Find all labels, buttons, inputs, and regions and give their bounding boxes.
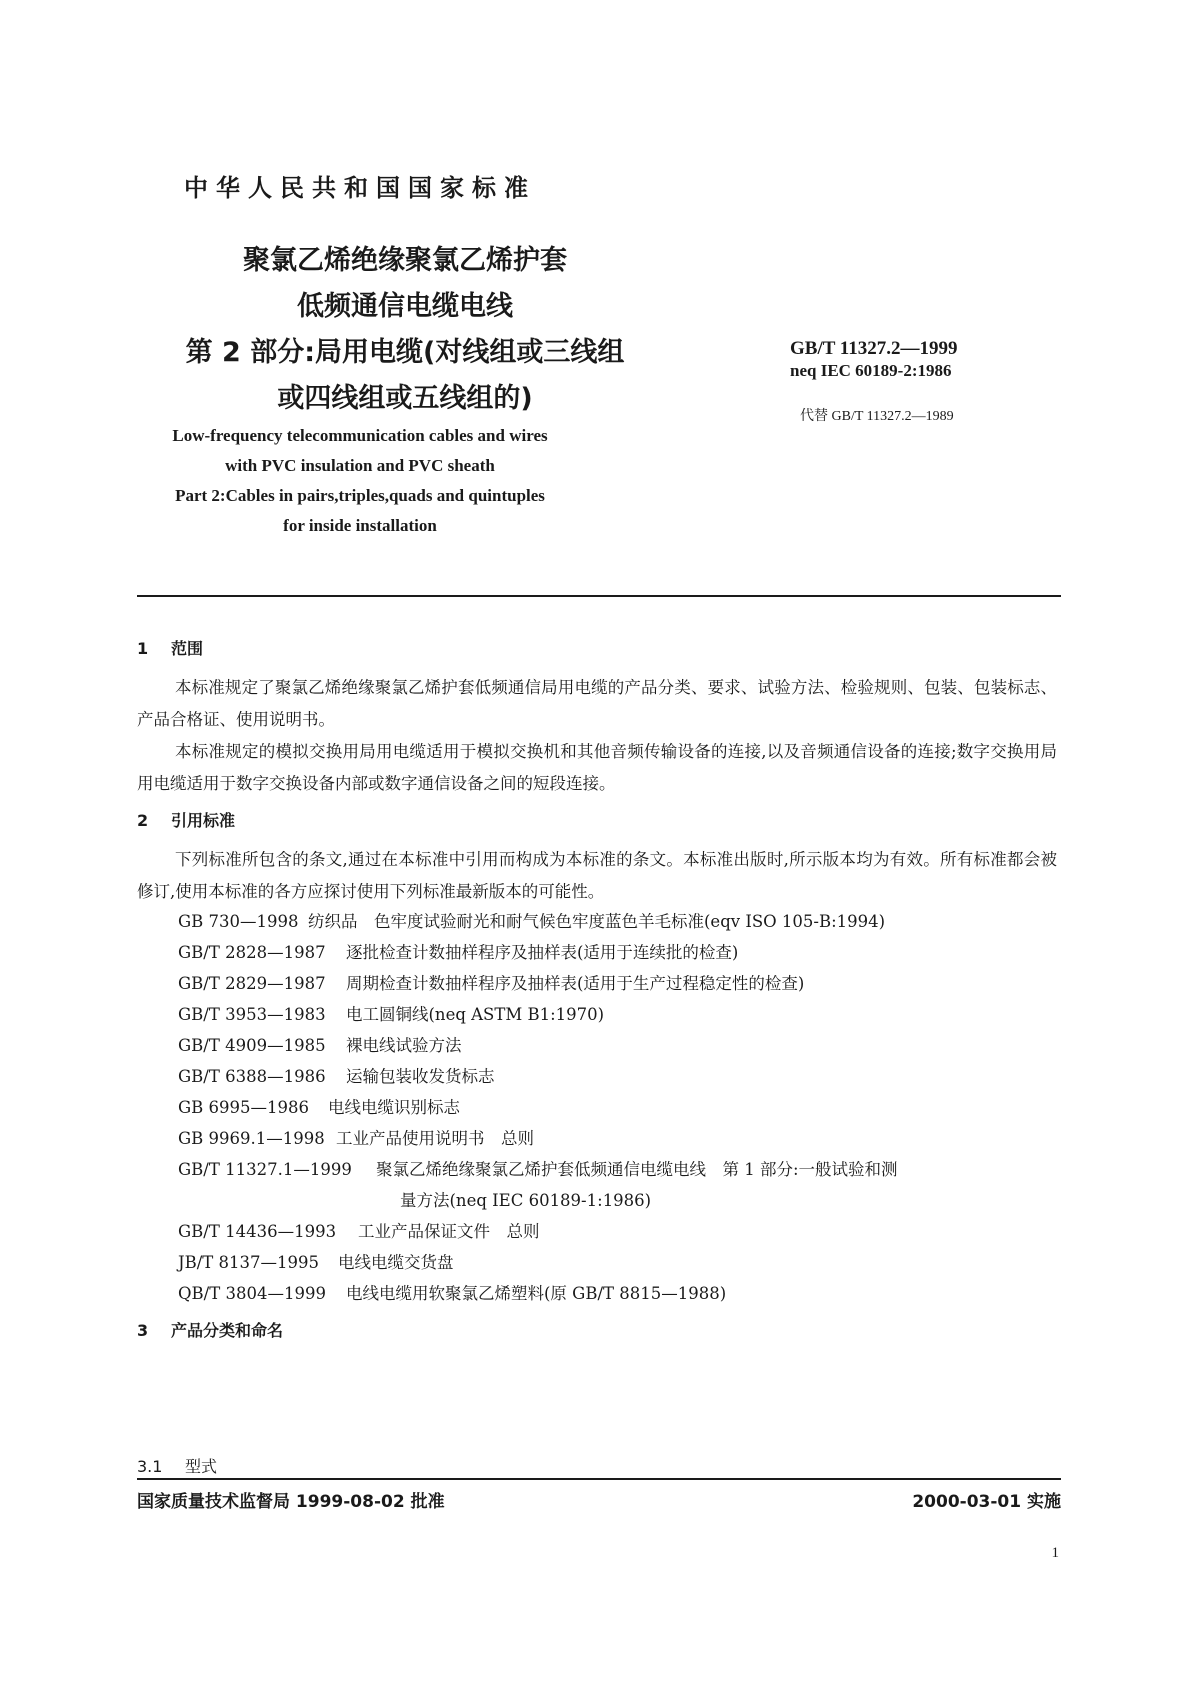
reference-title: 电线电缆交货盘	[338, 1253, 454, 1272]
reference-item	[178, 999, 1058, 1030]
reference-item	[178, 1278, 1058, 1309]
reference-code: GB/T 14436—1993	[178, 1222, 337, 1241]
subsection-number: 3.1	[137, 1457, 163, 1476]
reference-item	[178, 937, 1058, 968]
section-number: 1	[137, 639, 149, 658]
reference-title: 裸电线试验方法	[346, 1036, 462, 1055]
section-3-heading	[137, 1318, 283, 1341]
reference-item	[178, 1216, 1058, 1247]
reference-item	[178, 1123, 1058, 1154]
title-en-line-3: Part 2:Cables in pairs,triples,quads and quintuples	[175, 486, 545, 505]
reference-title: 运输包装收发货标志	[346, 1067, 495, 1086]
reference-item	[178, 906, 1058, 937]
title-cn-line-2: 低频通信电缆电线	[297, 291, 513, 322]
implementation-date: 2000-03-01 实施	[912, 1492, 1061, 1512]
reference-code: QB/T 3804—1999	[178, 1284, 326, 1303]
section-title: 产品分类和命名	[171, 1321, 284, 1340]
standard-code: GB/T 11327.2—1999	[790, 338, 958, 359]
reference-code: GB/T 3953—1983	[178, 1005, 326, 1024]
title-en-line-4: for inside installation	[283, 516, 437, 535]
reference-code: GB 730—1998	[178, 912, 299, 931]
section-1-paragraph-2: 本标准规定的模拟交换用局用电缆适用于模拟交换机和其他音频传输设备的连接,以及音频通信设备的连接;数字交换用局用电缆适用于数字交换设备内部或数字通信设备之间的短段连接。	[137, 742, 1057, 793]
section-title: 引用标准	[171, 811, 236, 830]
reference-code: GB/T 6388—1986	[178, 1067, 326, 1086]
reference-title: 工业产品使用说明书 总则	[336, 1129, 534, 1148]
reference-item	[178, 1154, 1058, 1185]
reference-code: GB 6995—1986	[178, 1098, 310, 1117]
reference-code: JB/T 8137—1995	[178, 1253, 320, 1272]
national-standard-header: 中华人民共和国国家标准	[184, 174, 536, 202]
page-number: 1	[1051, 1545, 1059, 1561]
reference-title: 电工圆铜线(neq ASTM B1:1970)	[346, 1005, 605, 1024]
title-cn-line-3: 第 2 部分:局用电缆(对线组或三线组	[185, 337, 625, 368]
reference-title: 电线电缆用软聚氯乙烯塑料(原 GB/T 8815—1988)	[346, 1284, 727, 1303]
title-en-line-2: with PVC insulation and PVC sheath	[225, 456, 495, 475]
section-1-heading	[137, 636, 203, 659]
reference-code: GB 9969.1—1998	[178, 1129, 325, 1148]
section-2-heading	[137, 808, 235, 831]
reference-title: 纺织品 色牢度试验耐光和耐气候色牢度蓝色羊毛标准(eqv ISO 105-B:1994)	[308, 912, 886, 931]
reference-item	[178, 1061, 1058, 1092]
reference-item	[178, 968, 1058, 999]
standard-equivalence: neq IEC 60189-2:1986	[790, 361, 952, 380]
reference-code: GB/T 4909—1985	[178, 1036, 326, 1055]
reference-title: 工业产品保证文件 总则	[358, 1222, 540, 1241]
approval-line: 国家质量技术监督局 1999-08-02 批准	[137, 1492, 445, 1512]
reference-title: 电线电缆识别标志	[328, 1098, 460, 1117]
title-en-line-1: Low-frequency telecommunication cables and wires	[172, 426, 548, 445]
section-number: 2	[137, 811, 149, 830]
title-cn-line-1: 聚氯乙烯绝缘聚氯乙烯护套	[243, 245, 567, 276]
reference-title: 逐批检查计数抽样程序及抽样表(适用于连续批的检查)	[346, 943, 739, 962]
header-divider	[137, 595, 1061, 597]
section-1-paragraph-1: 本标准规定了聚氯乙烯绝缘聚氯乙烯护套低频通信局用电缆的产品分类、要求、试验方法、检验规则、包装、包装标志、产品合格证、使用说明书。	[137, 678, 1057, 729]
footer-divider	[137, 1478, 1061, 1480]
section-number: 3	[137, 1321, 149, 1340]
reference-code: GB/T 2828—1987	[178, 943, 326, 962]
reference-title: 聚氯乙烯绝缘聚氯乙烯护套低频通信电缆电线 第 1 部分:一般试验和测	[376, 1160, 898, 1179]
reference-item	[178, 1030, 1058, 1061]
reference-title: 周期检查计数抽样程序及抽样表(适用于生产过程稳定性的检查)	[346, 974, 805, 993]
reference-title-continuation: 量方法(neq IEC 60189-1:1986)	[400, 1191, 652, 1210]
reference-code: GB/T 11327.1—1999	[178, 1160, 352, 1179]
reference-code: GB/T 2829—1987	[178, 974, 326, 993]
replaces-standard: 代替 GB/T 11327.2—1989	[800, 409, 954, 424]
reference-item	[178, 1092, 1058, 1123]
subsection-3-1-heading	[137, 1454, 217, 1477]
title-cn-line-4: 或四线组或五线组的)	[277, 383, 533, 414]
section-2-intro: 下列标准所包含的条文,通过在本标准中引用而构成为本标准的条文。本标准出版时,所示版本均为有效。所有标准都会被修订,使用本标准的各方应探讨使用下列标准最新版本的可能性。	[137, 850, 1057, 901]
section-title: 范围	[171, 639, 204, 658]
subsection-title: 型式	[185, 1457, 218, 1476]
reference-item	[178, 1247, 1058, 1278]
